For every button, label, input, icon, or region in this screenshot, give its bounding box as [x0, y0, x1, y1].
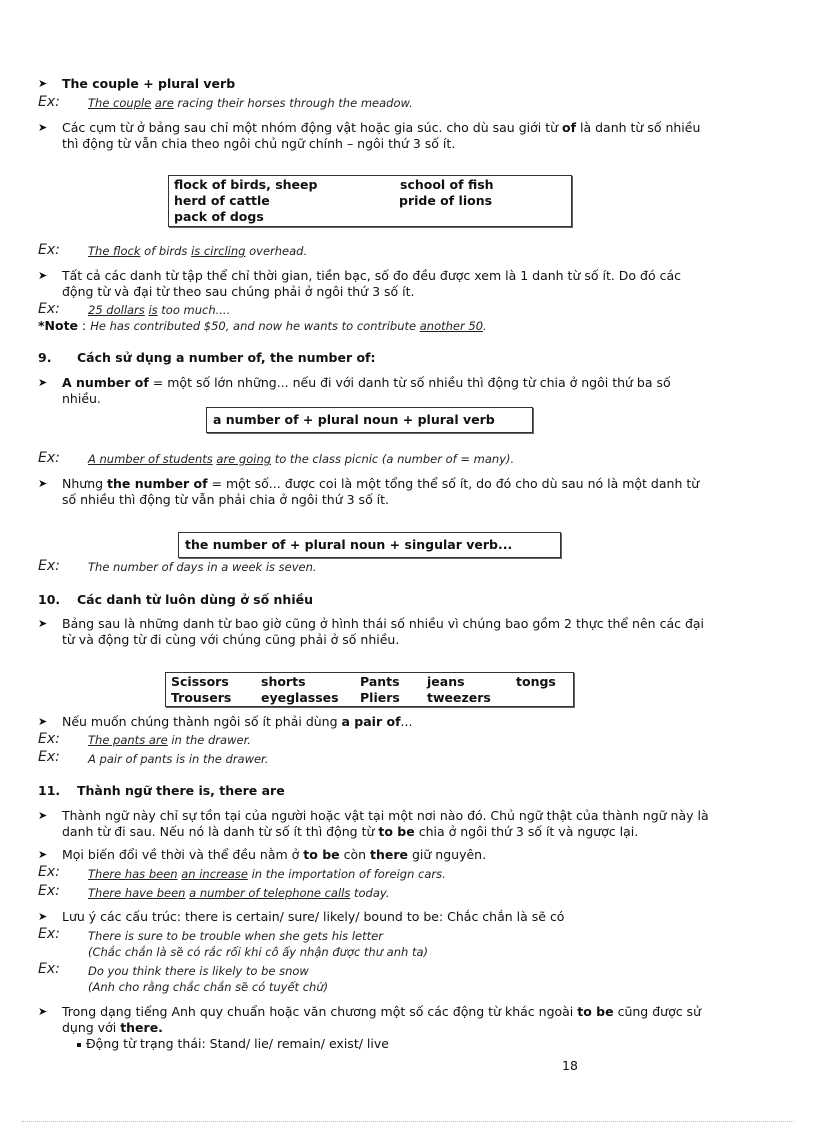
- page-number: 18: [562, 1058, 578, 1073]
- arrow-bullet-icon: ➤: [38, 910, 48, 923]
- section-number: 10.: [38, 592, 61, 607]
- table-cell: Pants: [360, 674, 400, 689]
- example-label: Ex:: [38, 558, 60, 574]
- example-line: Do you think there is likely to be snow: [88, 964, 309, 978]
- paragraph-line: A number of = một số lớn những... nếu đi với danh từ số nhiều thì động từ chia ở ngôi thứ ba số: [62, 375, 671, 390]
- arrow-bullet-icon: ➤: [38, 715, 48, 728]
- arrow-bullet-icon: ➤: [38, 617, 48, 630]
- paragraph-line: Mọi biến đổi về thời và thể đều nằm ở to be còn there giữ nguyên.: [62, 847, 487, 862]
- paragraph-line: danh từ đi sau. Nếu nó là danh từ số ít thì động từ to be chia ở ngôi thứ 3 số ít và ngược lại.: [62, 824, 639, 839]
- paragraph-line: Tất cả các danh từ tập thể chỉ thời gian, tiền bạc, số đo đều được xem là 1 danh từ số ít. Do đó các: [62, 268, 682, 283]
- example-label: Ex:: [38, 242, 60, 258]
- arrow-bullet-icon: ➤: [38, 477, 48, 490]
- example-line: There is sure to be trouble when she gets his letter: [88, 929, 383, 943]
- example-label: Ex:: [38, 864, 60, 880]
- arrow-bullet-icon: ➤: [38, 77, 48, 90]
- square-bullet-icon: [77, 1043, 81, 1047]
- example-label: Ex:: [38, 94, 60, 110]
- formula-text: the number of + plural noun + singular verb...: [185, 537, 513, 552]
- arrow-bullet-icon: ➤: [38, 121, 48, 134]
- paragraph-line: nhiều.: [62, 391, 101, 406]
- table-cell: eyeglasses: [261, 690, 339, 705]
- arrow-bullet-icon: ➤: [38, 848, 48, 861]
- paragraph-line: số nhiều thì động từ vẫn phải chia ở ngôi thứ 3 số ít.: [62, 492, 390, 507]
- example-flock: The flock of birds is circling overhead.: [88, 244, 308, 258]
- paragraph-line: từ và động từ đi cùng với chúng cũng phải ở số nhiều.: [62, 632, 400, 647]
- sub-bullet-line: Động từ trạng thái: Stand/ lie/ remain/ exist/ live: [77, 1036, 389, 1052]
- paragraph-line: dụng với there.: [62, 1020, 163, 1035]
- table-cell: Scissors: [171, 674, 229, 689]
- formula-text: a number of + plural noun + plural verb: [213, 412, 495, 427]
- table-cell: pride of lions: [399, 193, 493, 208]
- arrow-bullet-icon: ➤: [38, 1005, 48, 1018]
- example-label: Ex:: [38, 301, 60, 317]
- paragraph-line: thì động từ vẫn chia theo ngôi chủ ngữ chính – ngôi thứ 3 số ít.: [62, 136, 456, 151]
- table-cell: school of fish: [400, 177, 494, 192]
- example-pants: The pants are in the drawer.: [88, 733, 251, 747]
- paragraph-line: Các cụm từ ở bảng sau chỉ một nhóm động vật hoặc gia súc. cho dù sau giới từ of là danh từ số nhiều: [62, 120, 701, 135]
- section-title: Thành ngữ there is, there are: [77, 783, 285, 798]
- paragraph-line: động từ và đại từ theo sau chúng phải ở ngôi thứ 3 số ít.: [62, 284, 415, 299]
- example-translation: (Anh cho rằng chắc chắn sẽ có tuyết chứ): [88, 980, 329, 994]
- formula-box: [178, 532, 561, 558]
- example-the-number: The number of days in a week is seven.: [88, 560, 317, 574]
- example-number-of: A number of students are going to the class picnic (a number of = many).: [88, 452, 515, 466]
- plural-nouns-table: [165, 672, 574, 707]
- example-dollars: 25 dollars is too much....: [88, 303, 231, 317]
- table-cell: Pliers: [360, 690, 400, 705]
- section-title: Cách sử dụng a number of, the number of:: [77, 350, 376, 365]
- heading-couple: The couple + plural verb: [62, 76, 236, 91]
- arrow-bullet-icon: ➤: [38, 809, 48, 822]
- table-cell: herd of cattle: [174, 193, 270, 208]
- table-cell: flock of birds, sheep: [174, 177, 318, 192]
- example-label: Ex:: [38, 731, 60, 747]
- example-label: Ex:: [38, 926, 60, 942]
- example-translation: (Chắc chắn là sẽ có rắc rối khi cô ấy nhận được thư anh ta): [88, 945, 428, 959]
- example-label: Ex:: [38, 450, 60, 466]
- section-number: 11.: [38, 783, 61, 798]
- section-number: 9.: [38, 350, 52, 365]
- example-pair-of-pants: A pair of pants is in the drawer.: [88, 752, 269, 766]
- paragraph-line: Bảng sau là những danh từ bao giờ cũng ở hình thái số nhiều vì chúng bao gồm 2 thực thể nên các đại: [62, 616, 705, 631]
- arrow-bullet-icon: ➤: [38, 269, 48, 282]
- paragraph-line: Trong dạng tiếng Anh quy chuẩn hoặc văn chương một số các động từ khác ngoài to be cũng được sử: [62, 1004, 701, 1019]
- table-cell: tweezers: [427, 690, 491, 705]
- section-title: Các danh từ luôn dùng ở số nhiều: [77, 592, 313, 607]
- example-label: Ex:: [38, 961, 60, 977]
- arrow-bullet-icon: ➤: [38, 376, 48, 389]
- table-cell: shorts: [261, 674, 306, 689]
- paragraph-line: Thành ngữ này chỉ sự tồn tại của người hoặc vật tại một nơi nào đó. Chủ ngữ thật của thành ngữ này là: [62, 808, 709, 823]
- table-cell: jeans: [427, 674, 465, 689]
- animal-groups-table: [168, 175, 572, 227]
- example-label: Ex:: [38, 749, 60, 765]
- formula-box: [206, 407, 533, 433]
- table-cell: tongs: [516, 674, 556, 689]
- table-cell: Trousers: [171, 690, 232, 705]
- paragraph-line: Nếu muốn chúng thành ngôi số ít phải dùng a pair of...: [62, 714, 413, 729]
- paragraph-line: Lưu ý các cấu trúc: there is certain/ sure/ likely/ bound to be: Chắc chắn là sẽ có: [62, 909, 565, 924]
- example-calls: There have been a number of telephone calls today.: [88, 886, 390, 900]
- note-line: *Note : He has contributed $50, and now he wants to contribute another 50.: [38, 318, 487, 333]
- example-increase: There has been an increase in the importation of foreign cars.: [88, 867, 446, 881]
- paragraph-line: Nhưng the number of = một số... được coi là một tổng thể số ít, do đó cho dù sau nó là một danh từ: [62, 476, 700, 491]
- example-label: Ex:: [38, 883, 60, 899]
- table-cell: pack of dogs: [174, 209, 264, 224]
- page-bottom-divider: [22, 1121, 794, 1122]
- example-couple: The couple are racing their horses through the meadow.: [88, 96, 413, 110]
